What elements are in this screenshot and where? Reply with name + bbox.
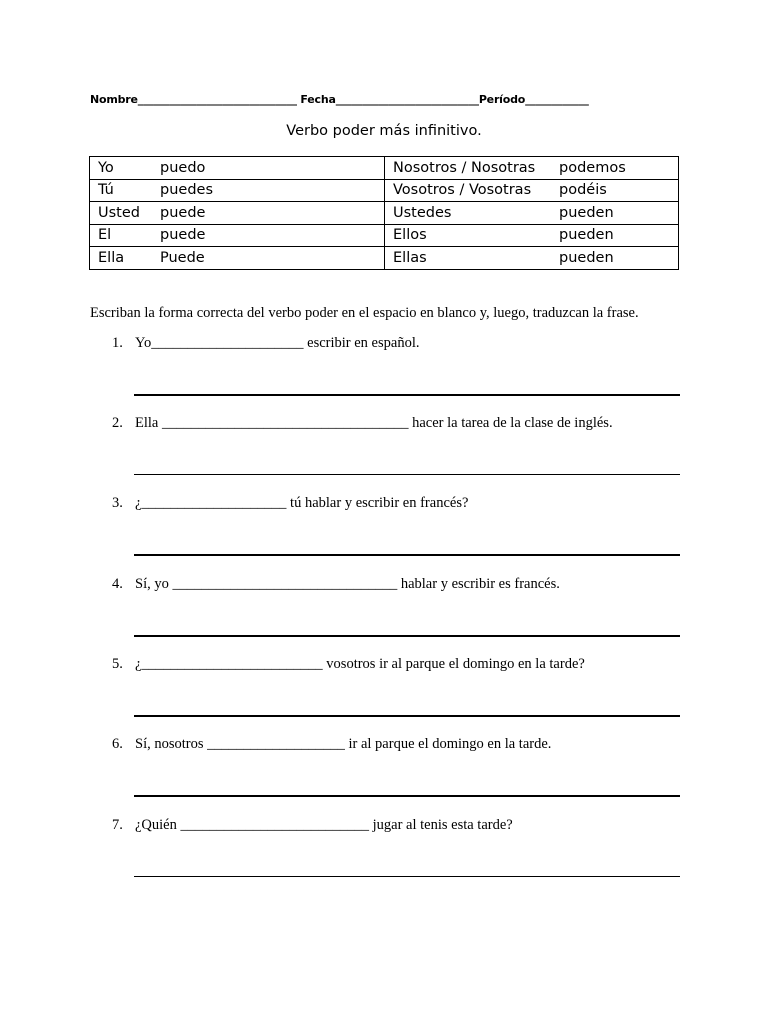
plural-pronoun: Vosotros / Vosotras (393, 182, 532, 199)
question-number: 1. (112, 335, 123, 351)
question-text: Sí, yo _______________________________ hablar y escribir es francés. (135, 576, 560, 592)
singular-cell (90, 202, 385, 225)
singular-cell (90, 224, 385, 247)
conjugation-table (89, 156, 679, 270)
question-line (112, 576, 560, 593)
answer-line[interactable] (134, 474, 680, 475)
table-row (90, 224, 679, 247)
question-line (112, 817, 513, 834)
plural-pronoun: Nosotros / Nosotras (393, 159, 536, 176)
plural-pronoun: Ellas (393, 249, 427, 266)
answer-line[interactable] (134, 715, 680, 717)
question-text: ¿____________________ tú hablar y escribir en francés? (135, 495, 469, 511)
question-text: ¿Quién __________________________ jugar al tenis esta tarde? (135, 817, 513, 833)
singular-cell (90, 157, 385, 180)
plural-form: pueden (559, 249, 614, 266)
plural-cell (385, 247, 679, 270)
question-text: Sí, nosotros ___________________ ir al parque el domingo en la tarde. (135, 736, 552, 752)
table-row (90, 179, 679, 202)
answer-line[interactable] (134, 394, 680, 396)
singular-cell (90, 179, 385, 202)
question-line (112, 736, 551, 753)
answer-line[interactable] (134, 795, 680, 797)
singular-form: puede (160, 204, 206, 221)
singular-form: puedo (160, 159, 206, 176)
worksheet-title: Verbo poder más infinitivo. (286, 123, 482, 139)
question-line (112, 415, 613, 432)
plural-form: podéis (559, 182, 607, 199)
plural-cell (385, 179, 679, 202)
question-number: 7. (112, 817, 123, 833)
plural-cell (385, 202, 679, 225)
singular-pronoun: Yo (98, 159, 114, 176)
plural-cell (385, 224, 679, 247)
question-line (112, 495, 468, 512)
plural-pronoun: Ellos (393, 227, 427, 244)
plural-form: pueden (559, 204, 614, 221)
question-line (112, 656, 585, 673)
header-fields-line: Nombre______________________________ Fecha___________________________Período____________ (90, 93, 589, 106)
table-row (90, 247, 679, 270)
singular-cell (90, 247, 385, 270)
question-text: ¿_________________________ vosotros ir al parque el domingo en la tarde? (135, 656, 585, 672)
question-number: 4. (112, 576, 123, 592)
question-text: Ella __________________________________ hacer la tarea de la clase de inglés. (135, 415, 613, 431)
answer-line[interactable] (134, 635, 680, 637)
question-text: Yo_____________________ escribir en español. (135, 335, 420, 351)
singular-pronoun: Tú (98, 182, 114, 199)
singular-form: Puede (160, 249, 205, 266)
question-number: 2. (112, 415, 123, 431)
singular-pronoun: El (98, 227, 112, 244)
answer-line[interactable] (134, 876, 680, 877)
singular-pronoun: Usted (98, 204, 140, 221)
answer-line[interactable] (134, 554, 680, 556)
plural-pronoun: Ustedes (393, 204, 452, 221)
singular-pronoun: Ella (98, 249, 125, 266)
instructions-text: Escriban la forma correcta del verbo poder en el espacio en blanco y, luego, traduzcan la frase. (90, 305, 639, 321)
question-number: 6. (112, 736, 123, 752)
table-row (90, 157, 679, 180)
singular-form: puede (160, 227, 206, 244)
plural-cell (385, 157, 679, 180)
singular-form: puedes (160, 182, 213, 199)
question-number: 5. (112, 656, 123, 672)
question-line (112, 335, 419, 352)
plural-form: podemos (559, 159, 626, 176)
question-number: 3. (112, 495, 123, 511)
table-row (90, 202, 679, 225)
plural-form: pueden (559, 227, 614, 244)
